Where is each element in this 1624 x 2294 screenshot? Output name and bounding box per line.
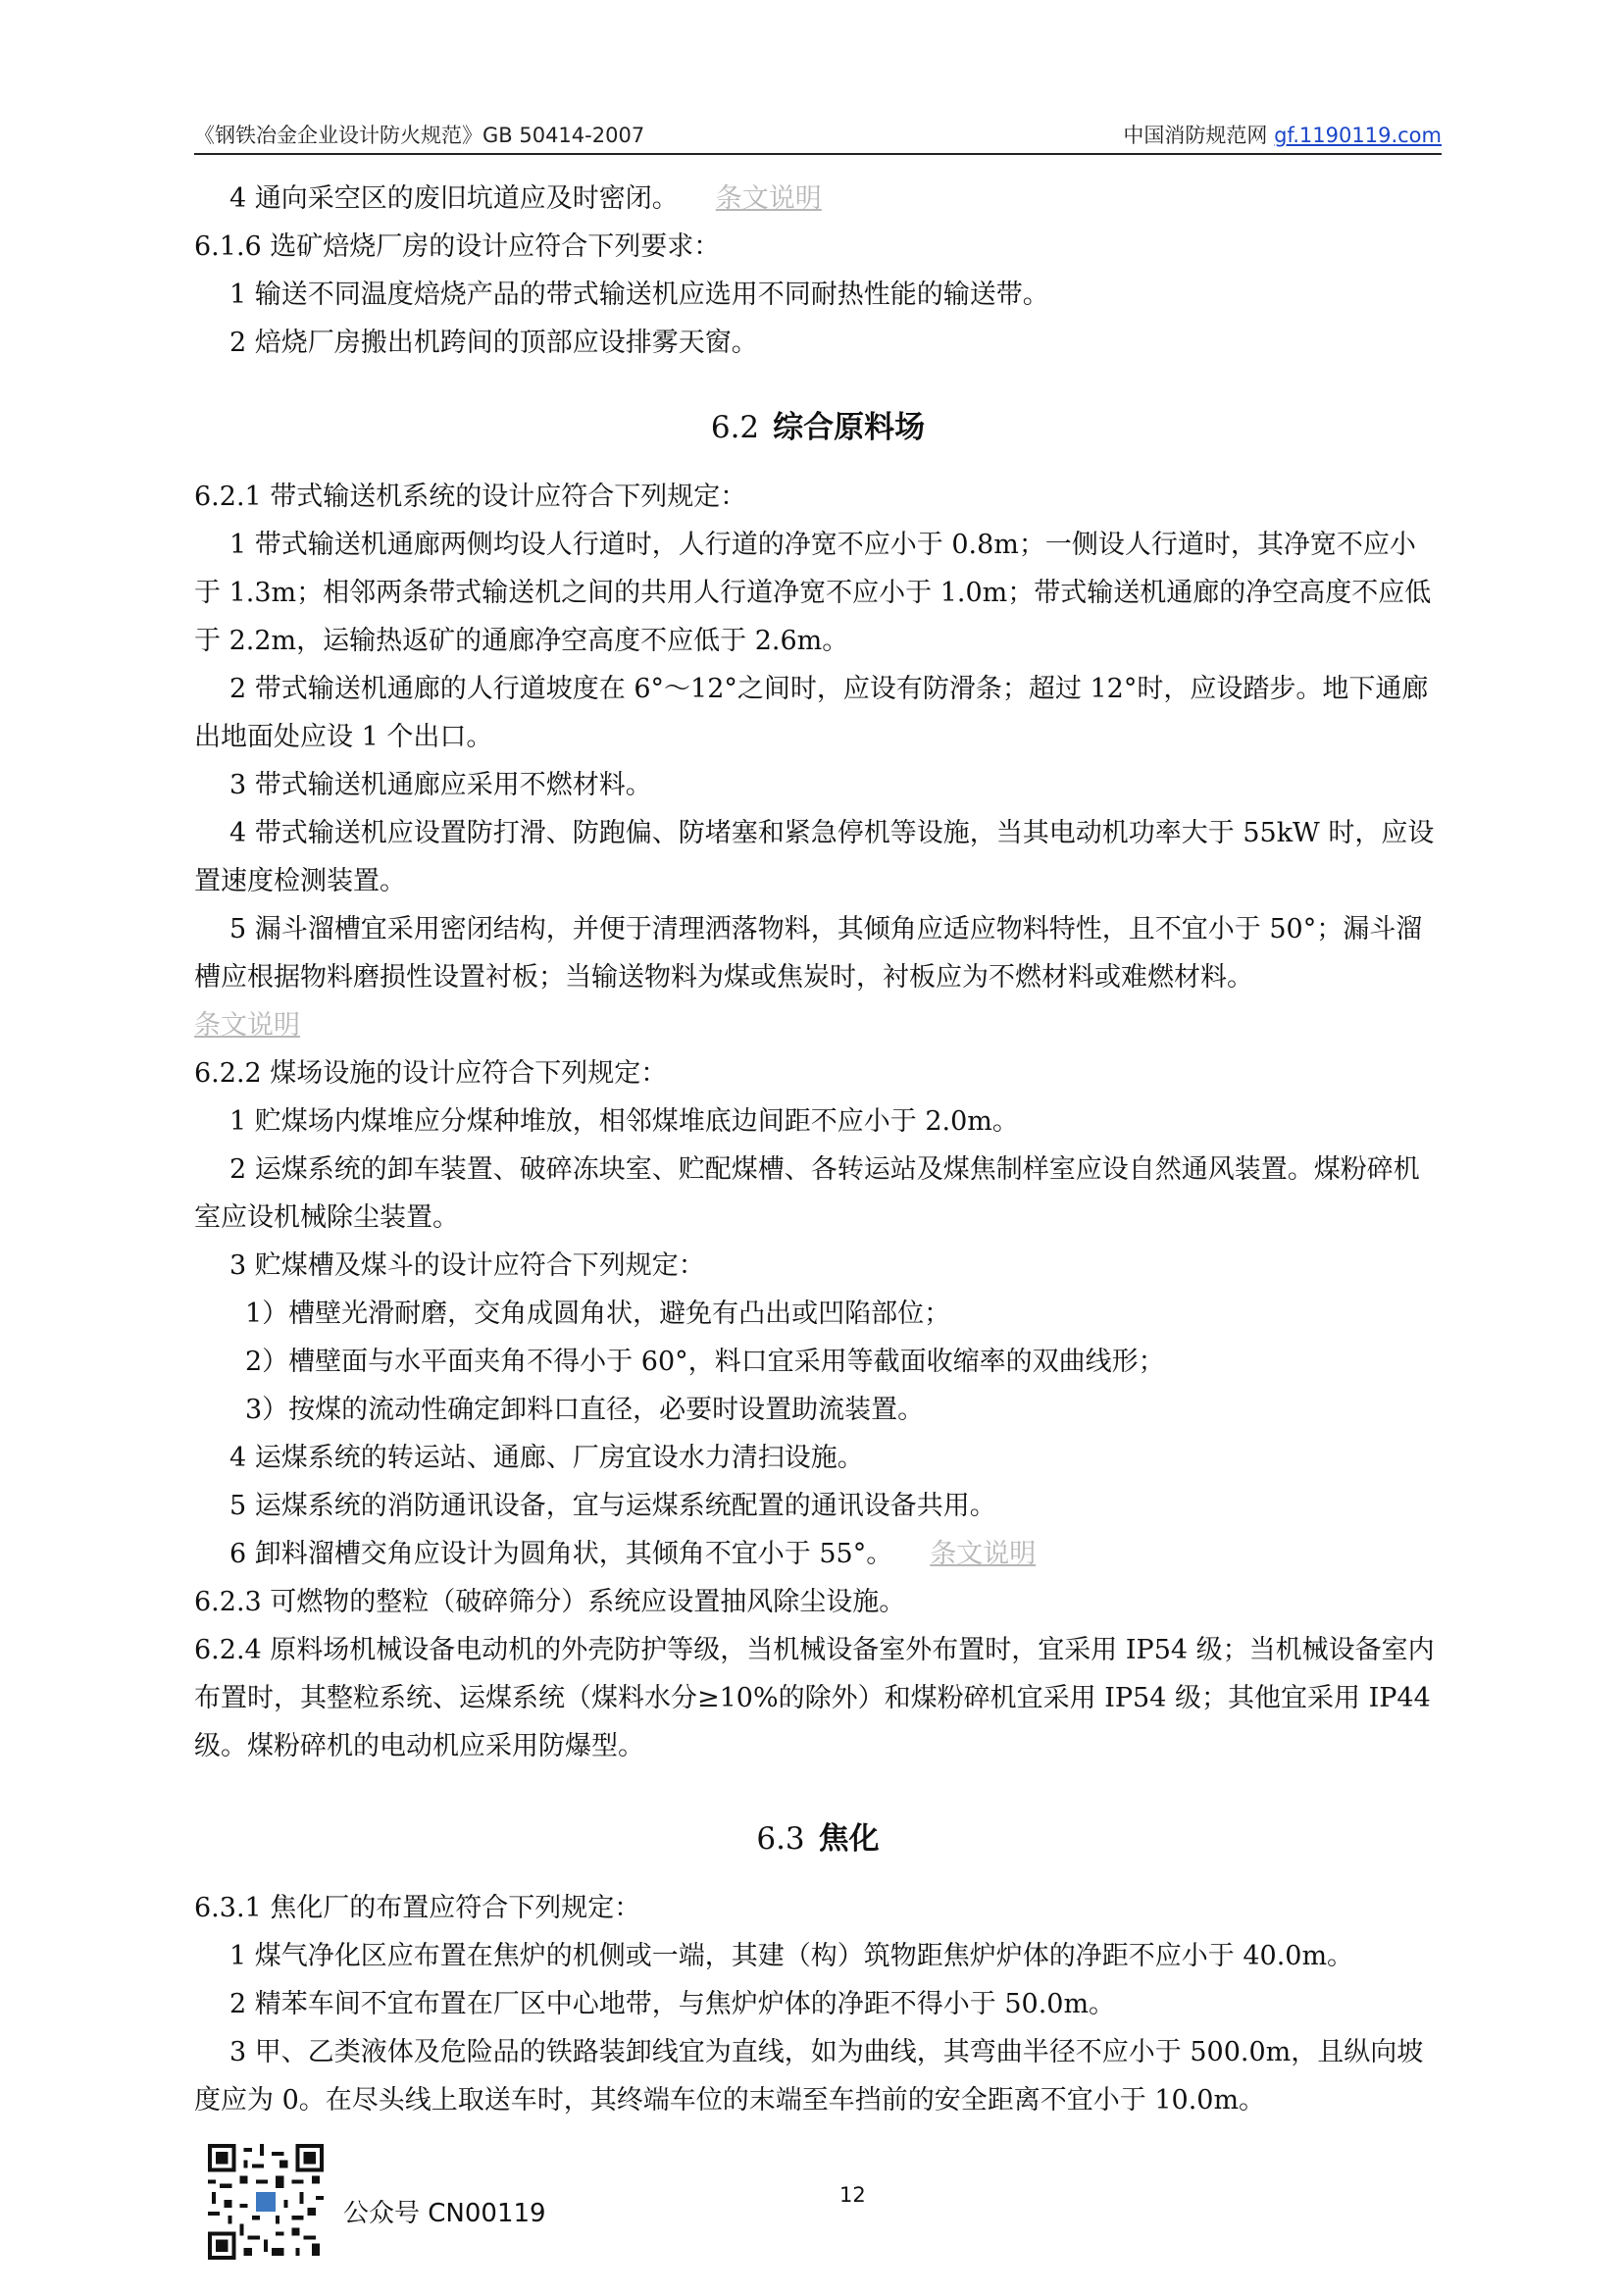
list-item: 2 带式输送机通廊的人行道坡度在 6°～12°之间时，应设有防滑条；超过 12°时，应设踏步。地下通廊出地面处应设 1 个出口。 [194,674,1429,752]
list-item: 1 贮煤场内煤堆应分煤种堆放，相邻煤堆底边间距不应小于 2.0m。 [229,1106,1019,1137]
sub-item: 3）按煤的流动性确定卸料口直径，必要时设置助流装置。 [245,1395,925,1425]
clause-6-2-4: 6.2.4 原料场机械设备电动机的外壳防护等级，当机械设备室外布置时，宜采用 IP54 级；当机械设备室内布置时，其整粒系统、运煤系统（煤料水分≥10%的除外）和煤粉碎机宜采用 IP54 级；其他宜采用 IP44 级。煤粉碎机的电动机应采用防爆型。 [194,1635,1435,1761]
list-item: 5 运煤系统的消防通讯设备，宜与运煤系统配置的通讯设备共用。 [229,1491,996,1521]
list-item: 2 焙烧厂房搬出机跨间的顶部应设排雾天窗。 [229,328,758,358]
clause-6-2-1: 6.2.1 带式输送机系统的设计应符合下列规定： [194,482,747,512]
doc-title: 《钢铁冶金企业设计防火规范》GB 50414-2007 [194,124,645,147]
list-item: 3 甲、乙类液体及危险品的铁路装卸线宜为直线，如为曲线，其弯曲半径不应小于 500.0m，且纵向坡度应为 0。在尽头线上取送车时，其终端车位的末端至车挡前的安全距离不宜小于 10.0m。 [194,2037,1424,2116]
list-item: 3 贮煤槽及煤斗的设计应符合下列规定： [229,1250,705,1281]
explain-link[interactable]: 条文说明 [715,183,822,214]
explain-link[interactable]: 条文说明 [194,1010,300,1041]
site-info [1123,120,1442,149]
site-name: 中国消防规范网 [1123,124,1268,147]
site-url-link[interactable]: gf.1190119.com [1274,124,1442,147]
list-item: 1 煤气净化区应布置在焦炉的机侧或一端，其建（构）筑物距焦炉炉体的净距不应小于 40.0m。 [229,1941,1354,1971]
clause-6-1-6: 6.1.6 选矿焙烧厂房的设计应符合下列要求： [194,231,721,262]
clause-6-2-3: 6.2.3 可燃物的整粒（破碎筛分）系统应设置抽风除尘设施。 [194,1587,906,1617]
section-title-6-3: 6.3 焦化 [756,1820,880,1857]
list-item: 6 卸料溜槽交角应设计为圆角状，其倾角不宜小于 55°。 条文说明 [229,1539,1037,1569]
list-item: 4 通向采空区的废旧坑道应及时密闭。 条文说明 [229,183,822,214]
list-item: 4 运煤系统的转运站、通廊、厂房宜设水力清扫设施。 [229,1443,864,1473]
sub-item: 2）槽壁面与水平面夹角不得小于 60°，料口宜采用等截面收缩率的双曲线形； [245,1347,1165,1377]
list-item: 2 运煤系统的卸车装置、破碎冻块室、贮配煤槽、各转运站及煤焦制样室应设自然通风装置。煤粉碎机室应设机械除尘装置。 [194,1154,1420,1233]
explain-link[interactable]: 条文说明 [930,1539,1037,1569]
list-item: 1 带式输送机通廊两侧均设人行道时，人行道的净宽不应小于 0.8m；一侧设人行道时，其净宽不应小于 1.3m；相邻两条带式输送机之间的共用人行道净宽不应小于 1.0m；带式输送机通廊的净空高度不应低于 2.2m，运输热返矿的通廊净空高度不应低于 2.6m。 [194,530,1432,656]
clause-6-2-2: 6.2.2 煤场设施的设计应符合下列规定： [194,1058,668,1089]
list-item: 3 带式输送机通廊应采用不燃材料。 [229,770,652,800]
page-number: 12 [839,2183,866,2207]
page-header [194,116,1442,155]
qr-code-icon [208,2144,324,2260]
clause-6-3-1: 6.3.1 焦化厂的布置应符合下列规定： [194,1893,641,1923]
section-title-6-2: 6.2 综合原料场 [710,409,926,445]
explain-row [194,1001,1442,1049]
list-item: 5 漏斗溜槽宜采用密闭结构，并便于清理洒落物料，其倾角应适应物料特性，且不宜小于 50°；漏斗溜槽应根据物料磨损性设置衬板；当输送物料为煤或焦炭时，衬板应为不燃材料或难燃材料。 [194,914,1423,993]
list-item: 1 输送不同温度焙烧产品的带式输送机应选用不同耐热性能的输送带。 [229,280,1049,310]
footer-account: 公众号 CN00119 [343,2199,546,2228]
sub-item: 1）槽壁光滑耐磨，交角成圆角状，避免有凸出或凹陷部位； [245,1299,951,1329]
list-item: 4 带式输送机应设置防打滑、防跑偏、防堵塞和紧急停机等设施，当其电动机功率大于 55kW 时，应设置速度检测装置。 [194,818,1435,896]
list-item: 2 精苯车间不宜布置在厂区中心地带，与焦炉炉体的净距不得小于 50.0m。 [229,1989,1116,2019]
page-content [194,175,1442,2124]
